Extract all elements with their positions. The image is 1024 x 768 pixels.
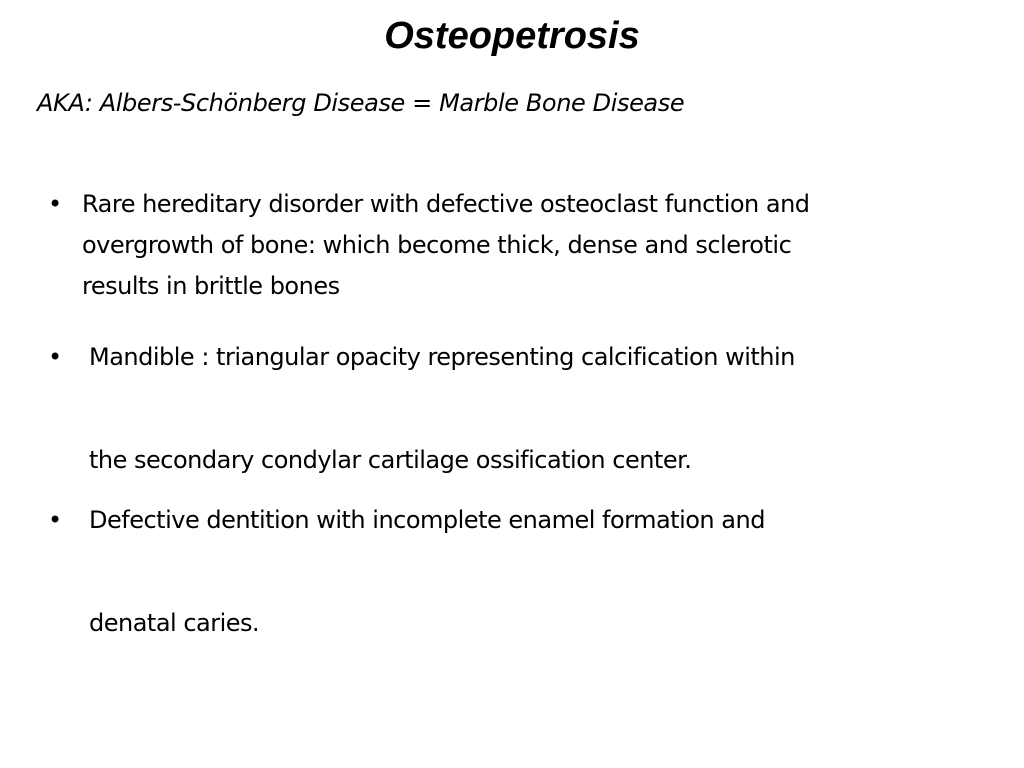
slide-subtitle: AKA: Albers-Schönberg Disease = Marble Bone Disease: [37, 89, 685, 117]
bullet-dot-icon: •: [48, 343, 62, 371]
bullet-dot-icon: •: [48, 190, 62, 218]
bullet-line: the secondary condylar cartilage ossification center.: [89, 446, 692, 474]
bullet-item: [48, 337, 978, 501]
bullet-line: results in brittle bones: [82, 272, 340, 300]
bullet-line: Defective dentition with incomplete enamel formation and: [89, 506, 765, 534]
slide-title: Osteopetrosis: [384, 15, 640, 57]
bullet-item: [48, 184, 978, 307]
bullet-dot-icon: •: [48, 506, 62, 534]
bullet-line: overgrowth of bone: which become thick, dense and sclerotic: [82, 231, 792, 259]
bullet-text: [89, 500, 978, 664]
bullet-item: [48, 500, 978, 664]
bullet-line: Mandible : triangular opacity representing calcification within: [89, 343, 795, 371]
bullet-line: Rare hereditary disorder with defective osteoclast function and: [82, 190, 810, 218]
bullet-text: [89, 337, 978, 501]
bullet-text: [82, 184, 978, 307]
bullet-line: denatal caries.: [89, 609, 260, 637]
